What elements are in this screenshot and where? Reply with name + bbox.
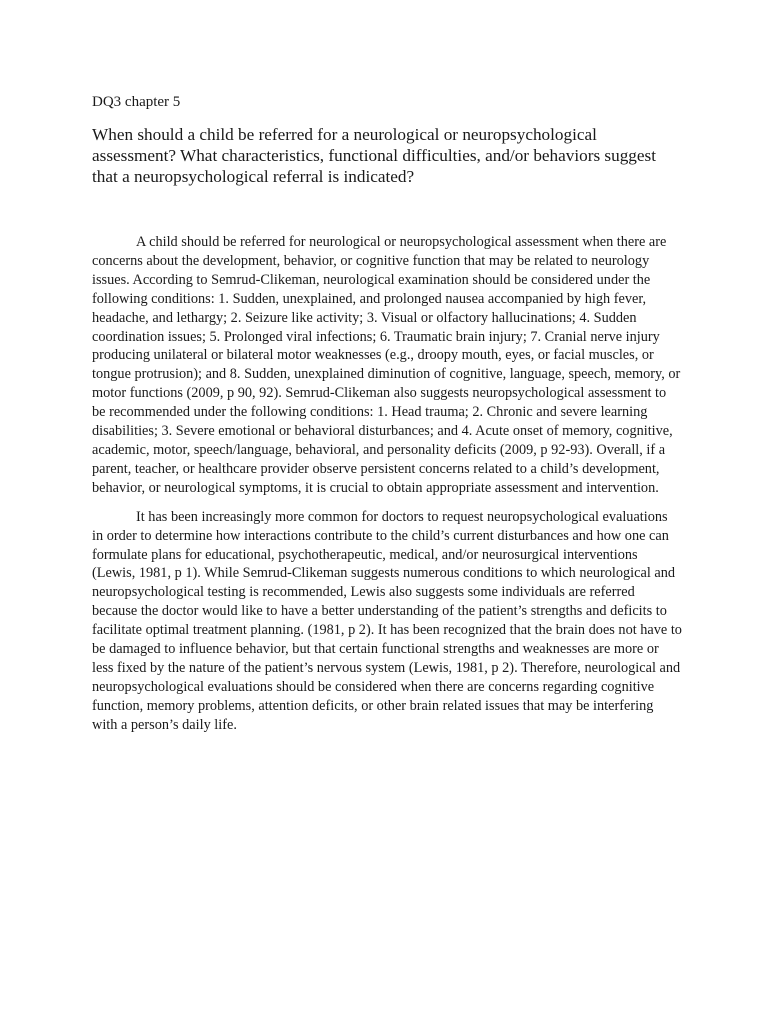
discussion-question: When should a child be referred for a neurological or neuropsychological assessment? What characteristics, functional difficulties, and/or behaviors suggest that a neuropsychological referral is indicated? [92, 125, 656, 186]
answer-body [92, 233, 682, 745]
answer-paragraph-1: A child should be referred for neurological or neuropsychological assessment when there are concerns about the development, behavior, or cognitive function that may be related to neurology issues. According to Semrud-Clikeman, neurological examination should be considered under the following conditions: 1. Sudden, unexplained, and prolonged nausea accompanied by high fever, headache, and lethargy; 2. Seizure like activity; 3. Visual or olfactory hallucinations; 4. Sudden coordination issues; 5. Prolonged viral infections; 6. Traumatic brain injury; 7. Cranial nerve injury producing unilateral or bilateral motor weaknesses (e.g., droopy mouth, eyes, or facial muscles, or tongue protrusion); and 8. Sudden, unexplained diminution of cognitive, language, speech, memory, or motor functions (2009, p 90, 92). Semrud-Clikeman also suggests neuropsychological assessment to be recommended under the following conditions: 1. Head trauma; 2. Chronic and severe learning disabilities; 3. Severe emotional or behavioral disturbances; and 4. Acute onset of memory, cognitive, academic, motor, speech/language, behavioral, and personality deficits (2009, p 92-93). Overall, if a parent, teacher, or healthcare provider observe persistent concerns related to a child’s development, behavior, or neurological symptoms, it is crucial to obtain appropriate assessment and intervention. [92, 234, 681, 496]
answer-paragraph-2: It has been increasingly more common for doctors to request neuropsychological evaluations in order to determine how interactions contribute to the child’s current disturbances and how one can formulate plans for educational, psychotherapeutic, medical, and/or neurosurgical interventions (Lewis, 1981, p 1). While Semrud-Clikeman suggests numerous conditions to which neurological and neuropsychological testing is recommended, Lewis also suggests some individuals are referred because the doctor would like to have a better understanding of the patient’s strengths and deficits to facilitate optimal treatment planning. (1981, p 2). It has been recognized that the brain does not have to be damaged to influence behavior, but that certain functional strengths and weaknesses are more or less fixed by the nature of the patient’s nervous system (Lewis, 1981, p 2). Therefore, neurological and neuropsychological evaluations should be considered when there are concerns regarding cognitive function, memory problems, attention deficits, or other brain related issues that may be interfering with a person’s daily life. [92, 508, 682, 733]
document-label: DQ3 chapter 5 [92, 94, 181, 110]
